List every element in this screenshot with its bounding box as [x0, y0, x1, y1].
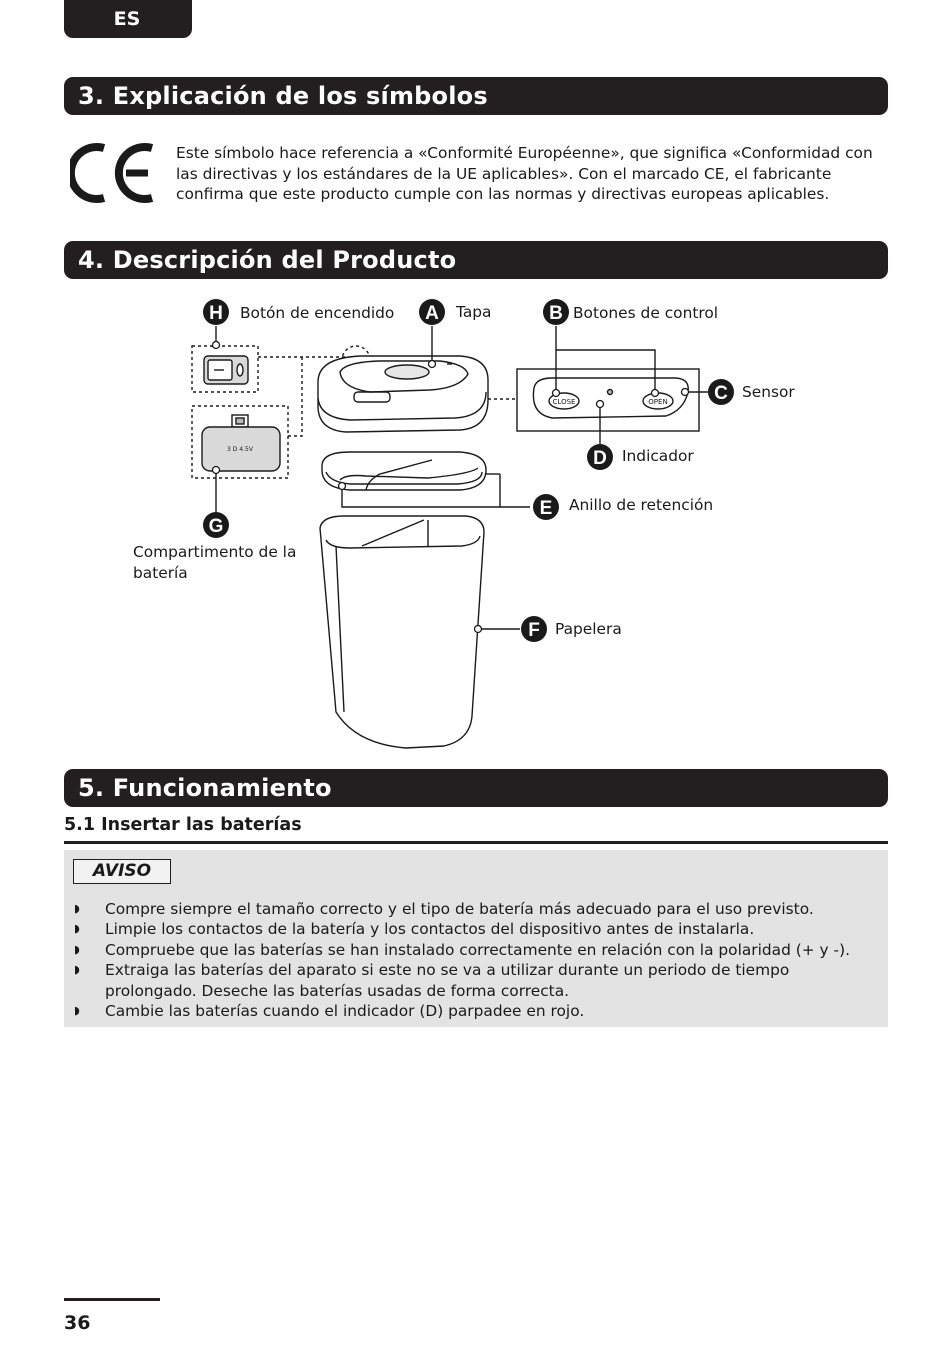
- bullet-icon: ◗: [74, 963, 80, 977]
- label-control-buttons: Botones de control: [573, 304, 719, 322]
- footer-rule: [64, 1298, 160, 1301]
- subsection-heading: 5.1 Insertar las baterías: [64, 815, 302, 835]
- label-lid: Tapa: [456, 303, 492, 321]
- notice-item: ◗ Compre siempre el tamaño correcto y el tipo de batería más adecuado para el uso previsto.: [74, 900, 814, 918]
- label-battery-compartment-line2: batería: [133, 564, 188, 582]
- section-heading-product: 4. Descripción del Producto: [64, 241, 888, 279]
- label-battery-compartment-line1: Compartimento de la: [133, 543, 297, 561]
- label-bin: Papelera: [555, 620, 622, 638]
- notice-item: ◗ Extraiga las baterías del aparato si este no se va a utilizar durante un periodo de tiempo prolongado. Deseche las baterías usadas de forma correcta.: [74, 961, 790, 1000]
- notice-item: ◗ Cambie las baterías cuando el indicador (D) parpadee en rojo.: [74, 1002, 585, 1021]
- marker-b: B: [549, 303, 563, 324]
- section-heading-symbols: 3. Explicación de los símbolos: [64, 77, 888, 115]
- marker-g: G: [208, 516, 224, 537]
- notice-tag: AVISO: [73, 859, 171, 884]
- ce-description: Este símbolo hace referencia a «Conformité Européenne», que significa «Conformidad con las directivas y los estándares de la UE aplicables». Con el marcado CE, el fabricante confirma que este producto cumple con las normas y directivas europeas aplicables.: [176, 144, 873, 203]
- section-heading-operation: 5. Funcionamiento: [64, 769, 888, 807]
- language-tab: ES: [64, 0, 192, 38]
- bullet-icon: ◗: [74, 942, 80, 956]
- ce-mark-icon: [70, 140, 156, 206]
- label-indicator: Indicador: [622, 447, 694, 465]
- panel-open-text: OPEN: [648, 398, 668, 406]
- label-retaining-ring: Anillo de retención: [569, 496, 714, 514]
- notice-list: [74, 899, 884, 1021]
- marker-d: D: [593, 448, 607, 469]
- marker-f: F: [528, 620, 540, 641]
- notice-item: ◗ Limpie los contactos de la batería y los contactos del dispositivo antes de instalarla.: [74, 920, 755, 939]
- marker-e: E: [539, 498, 553, 519]
- subsection-rule: [64, 841, 888, 844]
- label-power-button: Botón de encendido: [240, 304, 395, 322]
- panel-close-text: CLOSE: [552, 398, 576, 406]
- notice-item: ◗ Compruebe que las baterías se han instalado correctamente en relación con la polaridad (+ y -).: [74, 940, 851, 959]
- bullet-icon: ◗: [74, 902, 80, 915]
- page-number: 36: [64, 1312, 91, 1334]
- marker-a: A: [425, 303, 439, 324]
- notice-box: [64, 850, 888, 1027]
- bullet-icon: ◗: [74, 1004, 80, 1018]
- product-diagram: [0, 290, 950, 760]
- marker-c: C: [714, 383, 728, 404]
- bullet-icon: ◗: [74, 922, 80, 936]
- label-sensor: Sensor: [742, 383, 795, 401]
- product-illustration: [0, 290, 950, 760]
- marker-h: H: [209, 303, 223, 324]
- battery-text: 3 D 4.5V: [227, 446, 253, 453]
